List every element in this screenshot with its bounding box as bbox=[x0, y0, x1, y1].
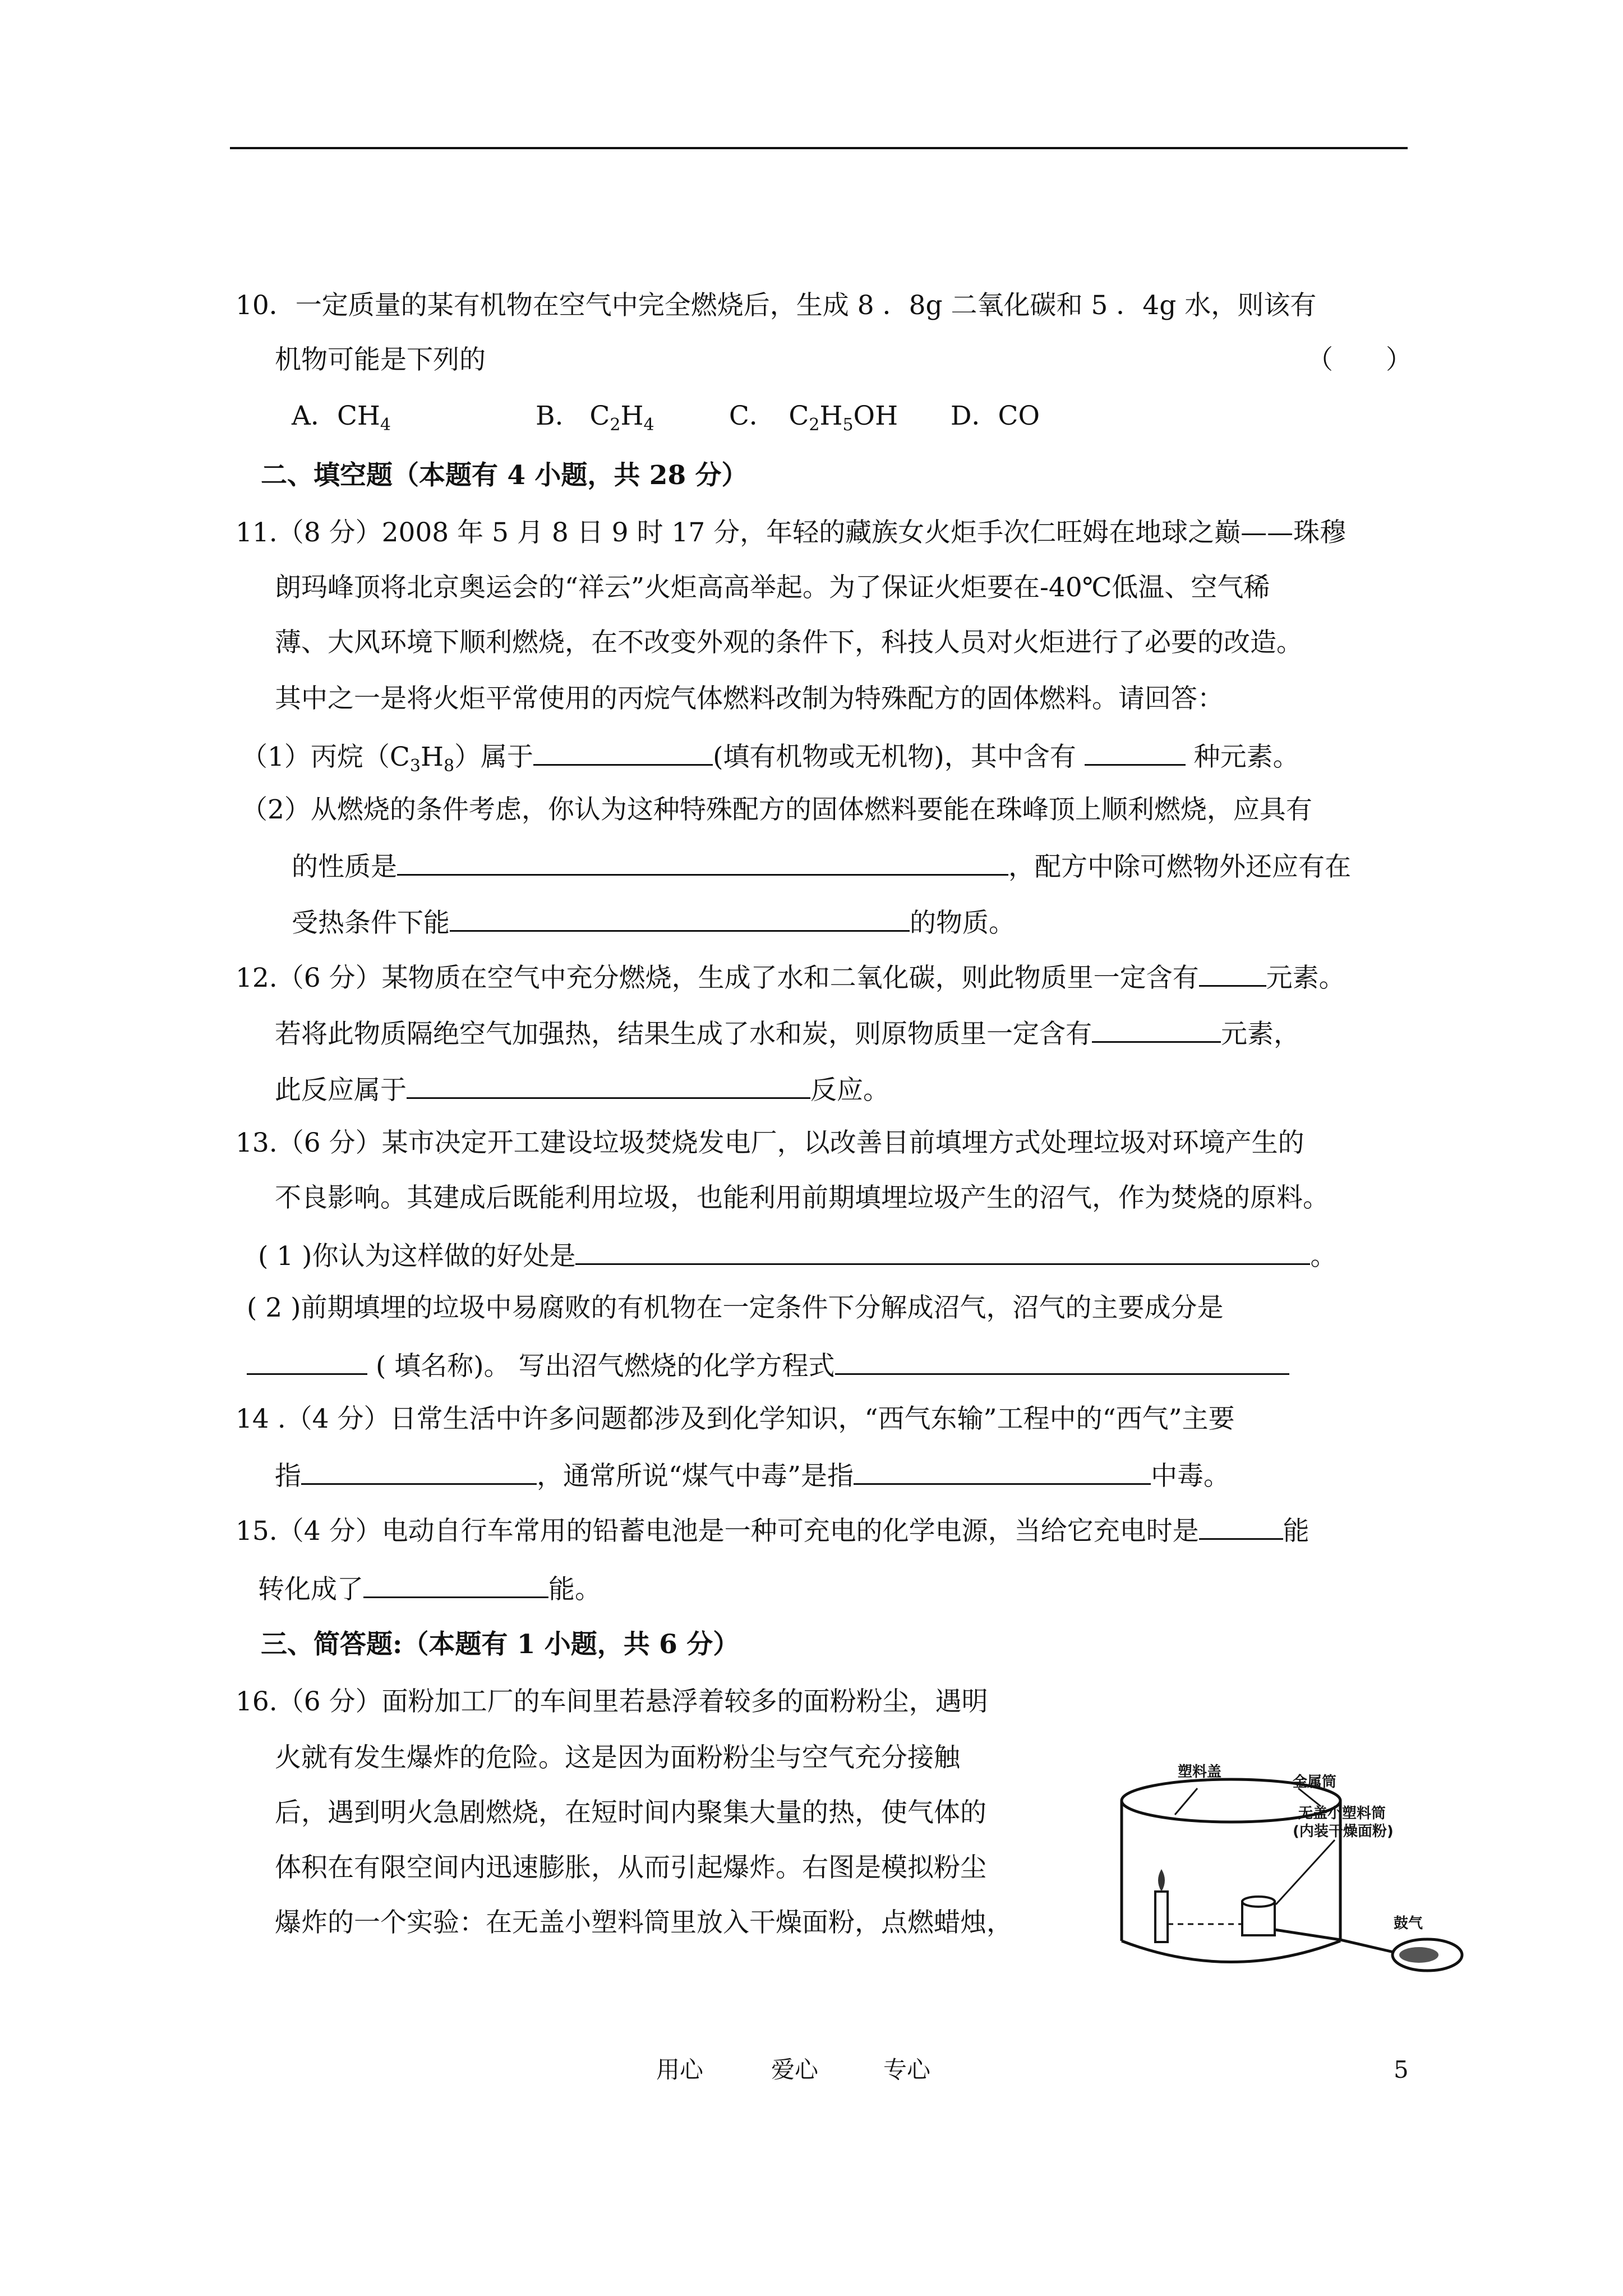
q12-blank-elements-2[interactable] bbox=[1092, 1015, 1221, 1043]
q13-line-1: 13.（6 分）某市决定开工建设垃圾焚烧发电厂，以改善目前填埋方式处理垃圾对环境产生的 bbox=[236, 1128, 1304, 1158]
q14-blank-west-gas[interactable] bbox=[301, 1457, 537, 1485]
q15-line-1: 15.（4 分）电动自行车常用的铅蓄电池是一种可充电的化学电源，当给它充电时是 能 bbox=[236, 1512, 1310, 1548]
candle-flame bbox=[1158, 1869, 1165, 1892]
air-tube bbox=[1275, 1930, 1394, 1952]
q10-line-1: 10．一定质量的某有机物在空气中完全燃烧后，生成 8 ．8g 二氧化碳和 5 ．4g 水，则该有 bbox=[236, 290, 1317, 321]
q13-blank-benefit[interactable] bbox=[575, 1237, 1310, 1265]
q10-line-2: 机物可能是下列的 bbox=[275, 344, 486, 375]
can-bottom-curve bbox=[1122, 1941, 1340, 1962]
q11-blank-organic[interactable] bbox=[533, 738, 713, 766]
q11-part-1: （1）丙烷$(C_3H_8)$属于 (填有机物或无机物)，其中含有 种元素。 bbox=[241, 738, 1299, 774]
footer-word-1: 用心 bbox=[656, 2056, 704, 2083]
q10-option-d: D．CO bbox=[950, 401, 1040, 431]
q13-part-2-line-1: ( 2 )前期填埋的垃圾中易腐败的有机物在一定条件下分解成沼气，沼气的主要成分是 bbox=[247, 1292, 1224, 1323]
q10-answer-paren: （ ） bbox=[1307, 344, 1412, 375]
q11-line-4: 其中之一是将火炬平常使用的丙烷气体燃料改制为特殊配方的固体燃料。请回答： bbox=[275, 683, 1224, 714]
section-2-heading: 二、填空题（本题有 4 小题，共 28 分） bbox=[261, 460, 748, 491]
q14-line-1: 14 .（4 分）日常生活中许多问题都涉及到化学知识，“西气东输”工程中的“西气”主要 bbox=[236, 1404, 1235, 1434]
q12-line-2: 若将此物质隔绝空气加强热，结果生成了水和炭，则原物质里一定含有 元素， bbox=[275, 1015, 1300, 1051]
q15-blank-energy-to[interactable] bbox=[363, 1571, 548, 1598]
q15-blank-energy-from[interactable] bbox=[1199, 1512, 1283, 1540]
q11-line-3: 薄、大风环境下顺利燃烧，在不改变外观的条件下，科技人员对火炬进行了必要的改造。 bbox=[275, 627, 1303, 658]
q11-part-2-line-1: （2）从燃烧的条件考虑，你认为这种特殊配方的固体燃料要能在珠峰顶上顺利燃烧，应具有 bbox=[241, 794, 1312, 825]
q13-line-2: 不良影响。其建成后既能利用垃圾，也能利用前期填埋垃圾产生的沼气，作为焚烧的原料。 bbox=[275, 1182, 1329, 1213]
q11-blank-property[interactable] bbox=[397, 848, 1008, 876]
footer-word-3: 专心 bbox=[883, 2056, 931, 2083]
q16-line-1: 16.（6 分）面粉加工厂的车间里若悬浮着较多的面粉粉尘，遇明 bbox=[236, 1686, 988, 1717]
q16-line-2: 火就有发生爆炸的危险。这是因为面粉粉尘与空气充分接触 bbox=[275, 1742, 960, 1773]
dust-explosion-figure bbox=[1113, 1761, 1472, 1986]
page-number: 5 bbox=[1394, 2056, 1409, 2083]
q14-blank-poisoning[interactable] bbox=[854, 1457, 1151, 1485]
q12-blank-elements[interactable] bbox=[1199, 959, 1266, 987]
q13-part-1: ( 1 )你认为这样做的好处是 。 bbox=[258, 1237, 1336, 1273]
q12-line-3: 此反应属于 反应。 bbox=[275, 1071, 889, 1107]
label-plastic-cup: 无盖小塑料筒 bbox=[1298, 1805, 1386, 1822]
q12-line-1: 12.（6 分）某物质在空气中充分燃烧，生成了水和二氧化碳，则此物质里一定含有 元素。 bbox=[236, 959, 1345, 995]
q16-line-4: 体积在有限空间内迅速膨胀，从而引起爆炸。右图是模拟粉尘 bbox=[275, 1852, 986, 1883]
q13-blank-component[interactable] bbox=[247, 1347, 367, 1375]
footer-word-2: 爱心 bbox=[771, 2056, 819, 2083]
q11-part-2-line-2: 的性质是 ，配方中除可燃物外还应有在 bbox=[292, 848, 1351, 884]
q11-line-1: 11.（8 分）2008 年 5 月 8 日 9 时 17 分，年轻的藏族女火炬手次仁旺姆在地球之巅——珠穆 bbox=[236, 517, 1347, 548]
label-metal-can: 金属筒 bbox=[1293, 1774, 1337, 1791]
q11-blank-substance[interactable] bbox=[450, 904, 910, 932]
section-3-heading: 三、简答题:（本题有 1 小题，共 6 分） bbox=[261, 1629, 740, 1660]
q10-option-c: C． $C_2H_5OH$ bbox=[728, 401, 898, 435]
apparatus-drawing bbox=[1113, 1761, 1472, 1986]
q10-options bbox=[292, 399, 1040, 433]
q10-option-b: B. $C_2H_4$ bbox=[535, 401, 654, 435]
q16-line-5: 爆炸的一个实验：在无盖小塑料筒里放入干燥面粉，点燃蜡烛， bbox=[275, 1907, 1013, 1938]
header-rule bbox=[230, 147, 1408, 149]
q11-line-2: 朗玛峰顶将北京奥运会的“祥云”火炬高高举起。为了保证火炬要在-40℃低温、空气稀 bbox=[275, 572, 1270, 603]
q16-line-3: 后，遇到明火急剧燃烧，在短时间内聚集大量的热，使气体的 bbox=[275, 1797, 986, 1828]
q10-option-a: A．$CH_4$ bbox=[292, 401, 391, 435]
q14-line-2: 指 ，通常所说“煤气中毒”是指 中毒。 bbox=[275, 1457, 1230, 1493]
label-cup-contents: (内装干燥面粉) bbox=[1293, 1823, 1394, 1840]
label-plastic-lid: 塑料盖 bbox=[1178, 1764, 1222, 1780]
air-bulb-shade bbox=[1399, 1947, 1438, 1963]
small-cup-rim bbox=[1242, 1897, 1275, 1907]
q15-line-2: 转化成了 能。 bbox=[258, 1571, 601, 1607]
label-air-bulb: 鼓气 bbox=[1394, 1915, 1423, 1932]
q11-part-2-line-3: 受热条件下能 的物质。 bbox=[292, 904, 1015, 940]
q13-part-2-line-2: ( 填名称)。 写出沼气燃烧的化学方程式 bbox=[247, 1347, 1289, 1383]
q13-blank-equation[interactable] bbox=[835, 1347, 1289, 1375]
q11-blank-elements[interactable] bbox=[1085, 738, 1186, 766]
leader-cup bbox=[1276, 1840, 1335, 1904]
q12-blank-reaction[interactable] bbox=[407, 1071, 810, 1099]
candle-body bbox=[1155, 1892, 1168, 1942]
